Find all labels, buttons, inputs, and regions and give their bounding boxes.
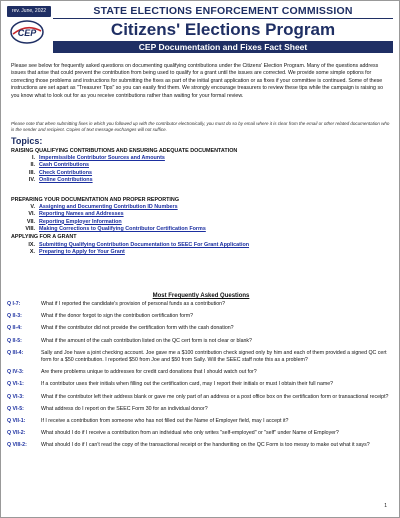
intro-paragraph: Please see below for frequently asked questions on documenting qualifying contributions under the Citizens' Election Program. Many of the questions address issues that arise that could prevent the contribution from being used to qualify for a grant until the issues are corrected. We provide some simple options for correcting those problems and instructions for submitting the fixes as part of the initial grant application or as fixes if your committee is continued. Some of these instructions are set apart as "Treasurer Tips" so you can easily find them. We strongly encourage treasurers to review these tips while the campaign is raising so you know what to look out for as you receive contributions rather than waiting for your formal review. bbox=[11, 63, 383, 99]
faq-id: Q I-7: bbox=[7, 301, 21, 307]
toc-preparing bbox=[11, 204, 391, 233]
subtitle-banner: CEP Documentation and Fixes Fact Sheet bbox=[53, 41, 393, 53]
page-header bbox=[53, 5, 393, 55]
faq-item bbox=[7, 338, 391, 345]
section-title-preparing: PREPARING YOUR DOCUMENTATION AND PROPER REPORTING bbox=[11, 197, 180, 203]
faq-question: What if the donor forgot to sign the contribution certification form? bbox=[41, 313, 194, 320]
faq-id: Q II-4: bbox=[7, 325, 22, 332]
faq-question: What should I do if I can't read the copy of the transactional receipt or the handwriting on the QC Form is too messy to make out what it says? bbox=[41, 442, 370, 449]
toc-link[interactable]: Making Corrections to Qualifying Contributor Certification Forms bbox=[39, 225, 206, 232]
toc-link[interactable]: Impermissible Contributor Sources and Amounts bbox=[39, 155, 165, 161]
toc-item[interactable]: VII. Reporting Employer Information bbox=[26, 218, 122, 225]
faq-id: Q VI-5: bbox=[7, 405, 24, 412]
faq-id: Q VI-3: bbox=[7, 393, 24, 400]
program-title: Citizens' Elections Program bbox=[110, 20, 336, 39]
toc-item[interactable]: IV. Online Contributions bbox=[28, 176, 93, 183]
toc-item[interactable]: V. Assigning and Documenting Contribution ID Numbers bbox=[30, 204, 178, 210]
toc-item[interactable]: I. Impermissible Contributor Sources and Amounts bbox=[32, 155, 165, 161]
faq-list bbox=[7, 301, 391, 455]
toc-item[interactable]: II. Cash Contributions bbox=[30, 162, 90, 169]
faq-question: What if I reported the candidate's provision of personal funds as a contribution? bbox=[41, 301, 225, 307]
toc-item[interactable]: IX. Submitting Qualifying Contribution Documentation to SEEC For Grant Application bbox=[28, 242, 250, 248]
toc-link[interactable]: Cash Contributions bbox=[39, 162, 90, 169]
faq-heading: Most Frequently Asked Questions bbox=[152, 293, 250, 299]
faq-question: Sally and Joe have a joint checking account. Joe gave me a $100 contribution check signed only by him and each of them provided a signed QC cert form for a $50 contribution. I reported $50 from Joe and $50 from Sally. Will the SEEC staff note this as a problem? bbox=[41, 349, 387, 364]
agency-name: STATE ELECTIONS ENFORCEMENT COMMISSION bbox=[93, 5, 353, 17]
faq-question: If I receive a contribution from someone who has not filled out the Name of Employer field, may I accept it? bbox=[41, 418, 289, 425]
faq-id: Q VII-1: bbox=[7, 418, 26, 425]
toc-link[interactable]: Assigning and Documenting Contribution ID Numbers bbox=[39, 204, 178, 210]
faq-question: What if the amount of the cash contribution listed on the QC cert form is not clear or blank? bbox=[41, 337, 252, 344]
faq-id: Q VI-1: bbox=[7, 381, 24, 388]
faq-item bbox=[7, 381, 391, 388]
faq-id: Q III-4: bbox=[7, 349, 24, 356]
toc-link[interactable]: Reporting Employer Information bbox=[39, 218, 122, 225]
faq-question: What if the contributor did not provide the certification form with the cash donation? bbox=[41, 325, 234, 332]
faq-item bbox=[7, 394, 391, 401]
faq-question: What should I do if I receive a contribution from an individual who only writes "self-employed" or "self" under Name of Employer? bbox=[41, 430, 339, 437]
faq-item bbox=[7, 430, 391, 437]
section-title-applying: APPLYING FOR A GRANT bbox=[11, 234, 77, 240]
toc-link[interactable]: Check Contributions bbox=[39, 169, 93, 176]
faq-item bbox=[7, 325, 391, 332]
faq-question: What if the contributor left their address blank or gave me only part of an address or a post office box on the certification form or transactional receipt? bbox=[41, 393, 389, 400]
faq-id: Q VIII-2: bbox=[7, 442, 27, 449]
toc-link[interactable]: Preparing to Apply for Your Grant bbox=[39, 249, 125, 256]
toc-item[interactable]: VI. Reporting Names and Addresses bbox=[28, 211, 124, 218]
toc-link[interactable]: Submitting Qualifying Contribution Documentation to SEEC For Grant Application bbox=[39, 242, 250, 248]
toc-item[interactable]: III. Check Contributions bbox=[29, 169, 93, 176]
page-number: 1 bbox=[384, 503, 387, 509]
faq-item bbox=[7, 442, 391, 449]
faq-id: Q IV-3: bbox=[7, 369, 24, 376]
revision-tab: rev. June, 2022 bbox=[7, 6, 51, 17]
faq-item bbox=[7, 350, 391, 364]
faq-question: What address do I report on the SEEC Form 30 for an individual donor? bbox=[41, 405, 208, 412]
toc-item[interactable]: VIII. Making Corrections to Qualifying Contributor Certification Forms bbox=[25, 225, 206, 232]
faq-item bbox=[7, 406, 391, 413]
faq-item bbox=[7, 301, 391, 308]
cep-logo bbox=[9, 19, 45, 45]
toc-link[interactable]: Online Contributions bbox=[39, 176, 93, 183]
faq-question: If a contributor uses their initials when filling out the certification card, may I report their initials or must I obtain their full name? bbox=[41, 381, 334, 388]
section-title-raising: RAISING QUALIFYING CONTRIBUTIONS AND ENSURING ADEQUATE DOCUMENTATION bbox=[11, 148, 238, 154]
header-rule bbox=[53, 18, 393, 19]
faq-item bbox=[7, 418, 391, 425]
faq-id: Q II-3: bbox=[7, 313, 22, 320]
faq-question: Are there problems unique to addresses for credit card donations that I should watch out for? bbox=[41, 369, 257, 376]
toc-link[interactable]: Reporting Names and Addresses bbox=[39, 211, 124, 218]
email-note: Please note that when submitting fixes in which you followed up with the contributor electronically, you must do so by email where it is clear from the email or other related documentation who is the sender and recipient. Copies of text message exchanges will not suffice. bbox=[11, 121, 390, 132]
faq-id: Q II-5: bbox=[7, 337, 22, 344]
topics-heading: Topics: bbox=[11, 136, 43, 146]
toc-raising bbox=[11, 155, 391, 184]
cep-logo-text: CEP bbox=[17, 28, 37, 38]
faq-id: Q VII-2: bbox=[7, 430, 26, 437]
faq-item bbox=[7, 369, 391, 376]
toc-applying bbox=[11, 242, 391, 257]
toc-item[interactable]: X. Preparing to Apply for Your Grant bbox=[29, 249, 125, 256]
faq-item bbox=[7, 313, 391, 320]
